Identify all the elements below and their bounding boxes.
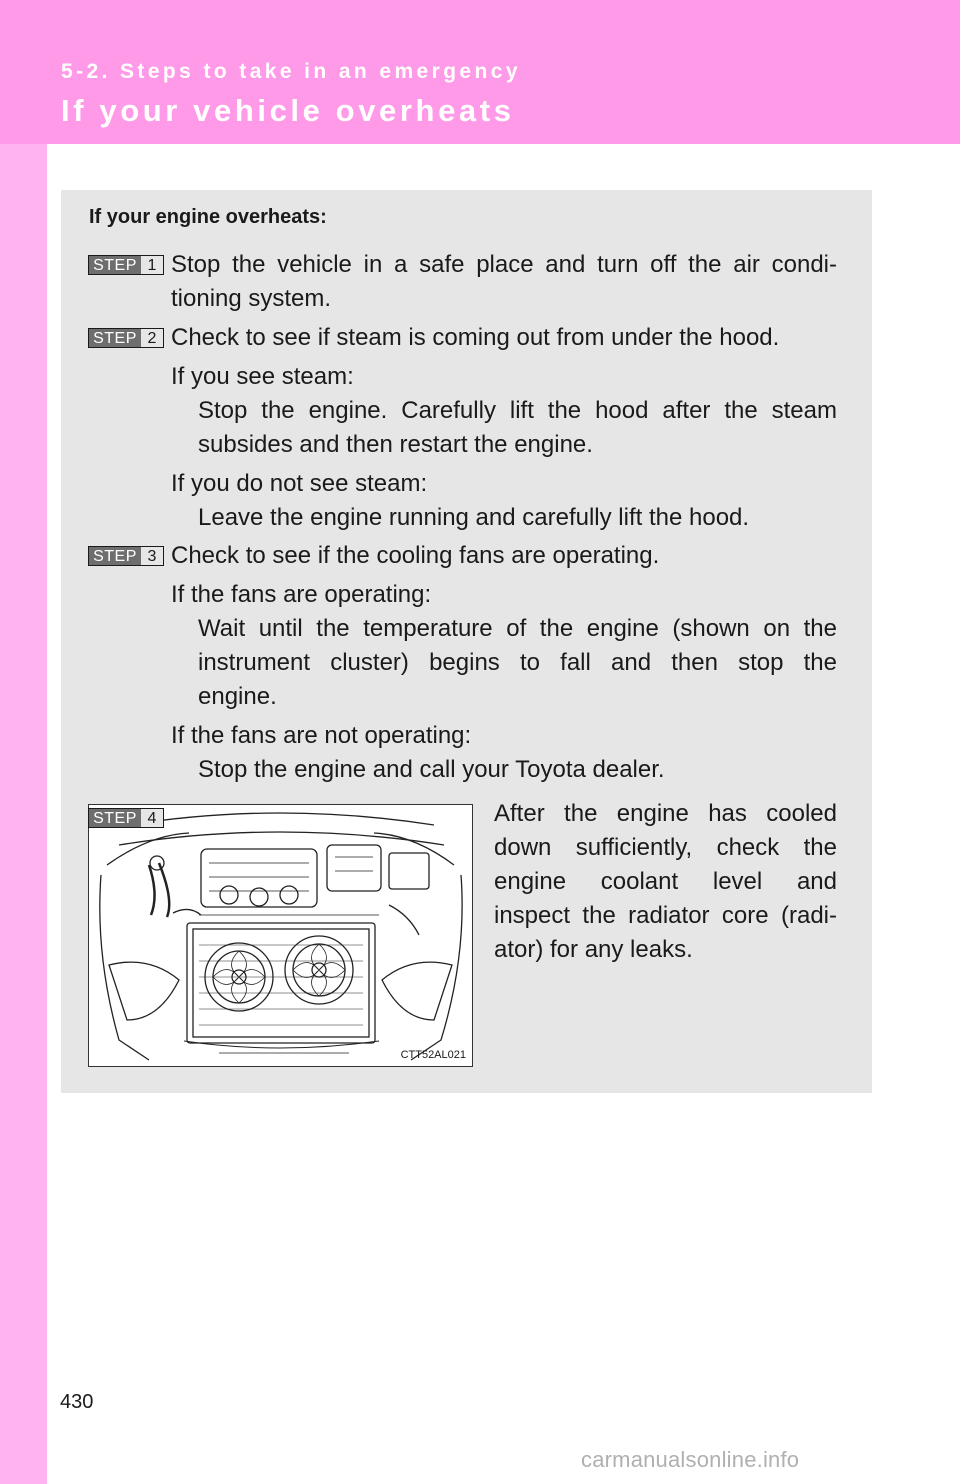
sidebar-tab xyxy=(0,0,47,1484)
step-2-case-2-condition: If you do not see steam: xyxy=(171,470,428,497)
step-1-line-2: tioning system. xyxy=(171,285,332,312)
step-2-case-2-line-1: Leave the engine running and carefully lift the hood. xyxy=(198,504,750,531)
step-3-case-1-line-2: instrument cluster) begins to fall and then stop the xyxy=(198,649,837,676)
step-1-badge xyxy=(88,255,164,275)
step-badge-label: STEP xyxy=(89,809,141,827)
step-2-case-1-condition: If you see steam: xyxy=(171,363,354,390)
step-badge-label: STEP xyxy=(89,256,141,274)
step-badge-number: 3 xyxy=(147,548,157,565)
step-2-badge xyxy=(88,328,164,348)
step-3-case-2-line-1: Stop the engine and call your Toyota dealer. xyxy=(198,756,665,783)
step-2-case-1-line-1: Stop the engine. Carefully lift the hood after the steam xyxy=(198,397,837,424)
engine-bay-drawing xyxy=(89,805,472,1066)
section-label: 5-2. Steps to take in an emergency xyxy=(61,60,521,83)
step-badge-number: 1 xyxy=(147,257,157,274)
step-3-badge xyxy=(88,546,164,566)
step-4-line-4: inspect the radiator core (radi- xyxy=(494,902,837,929)
step-3-case-1-line-1: Wait until the temperature of the engine (shown on the xyxy=(198,615,837,642)
page-title: If your vehicle overheats xyxy=(61,93,515,128)
step-badge-label: STEP xyxy=(89,547,141,565)
step-3-case-1-line-3: engine. xyxy=(198,683,277,710)
step-4-line-2: down sufficiently, check the xyxy=(494,834,837,861)
intro-heading: If your engine overheats: xyxy=(89,206,327,228)
step-badge-label: STEP xyxy=(89,329,141,347)
step-3-case-2-condition: If the fans are not operating: xyxy=(171,722,472,749)
step-4-line-3: engine coolant level and xyxy=(494,868,837,895)
page-header xyxy=(0,0,960,144)
step-badge-number: 4 xyxy=(147,810,157,827)
step-3-text: Check to see if the cooling fans are operating. xyxy=(171,542,660,569)
watermark: carmanualsonline.info xyxy=(581,1447,800,1472)
engine-bay-illustration xyxy=(88,804,473,1067)
page-number: 430 xyxy=(60,1391,94,1413)
step-4-line-5: ator) for any leaks. xyxy=(494,936,693,963)
step-1-line-1: Stop the vehicle in a safe place and turn off the air condi- xyxy=(171,251,837,278)
step-2-text: Check to see if steam is coming out from under the hood. xyxy=(171,324,780,351)
step-badge-number: 2 xyxy=(147,330,157,347)
step-2-case-1-line-2: subsides and then restart the engine. xyxy=(198,431,593,458)
step-3-case-1-condition: If the fans are operating: xyxy=(171,581,432,608)
figure-code: CTT52AL021 xyxy=(400,1049,466,1061)
step-4-line-1: After the engine has cooled xyxy=(494,800,837,827)
step-4-badge xyxy=(88,808,164,828)
